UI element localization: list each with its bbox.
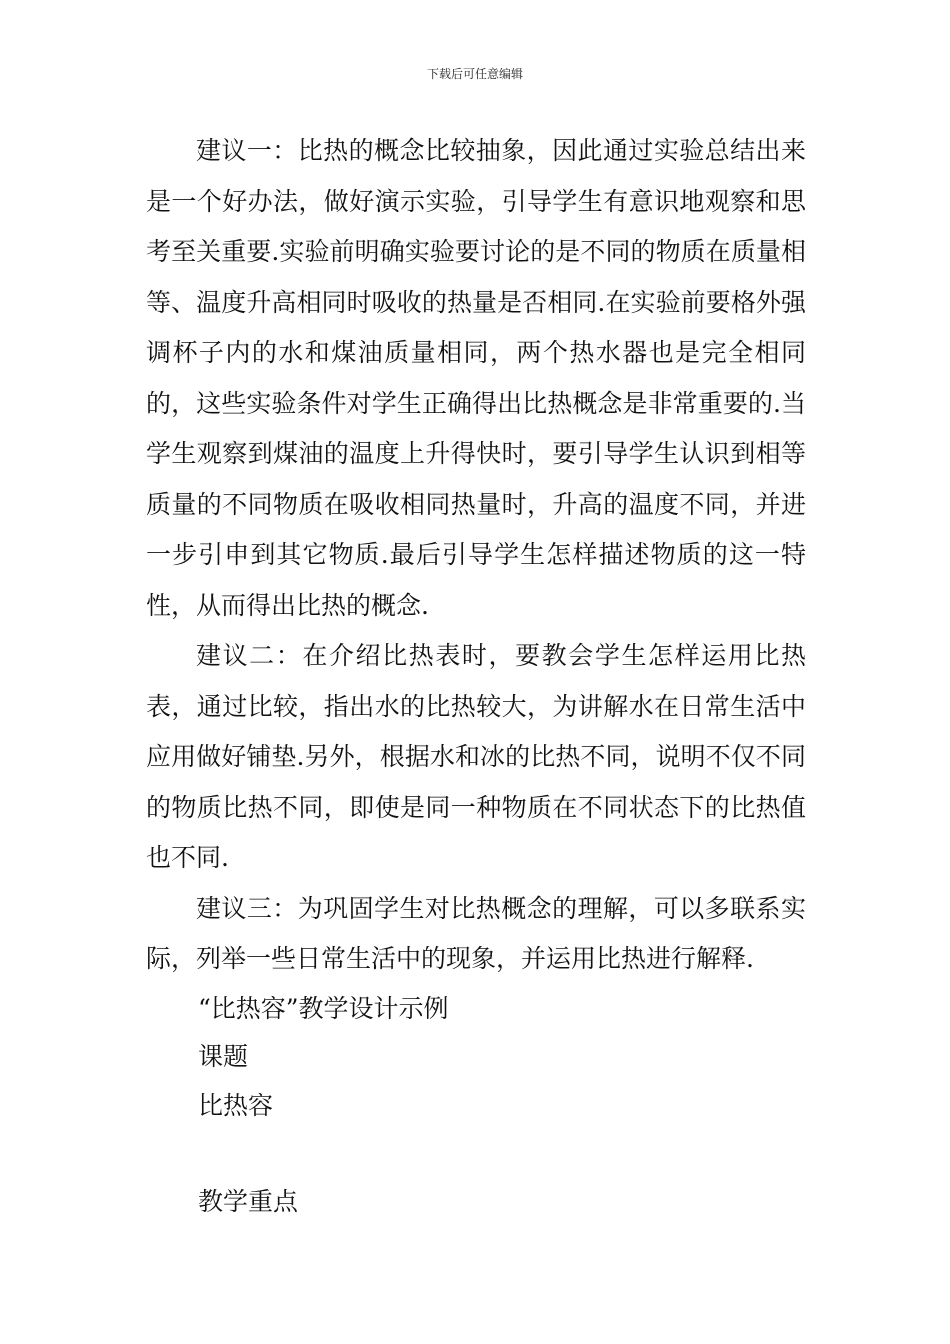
suggestion-two-paragraph: 建议二：在介绍比热表时，要教会学生怎样运用比热表，通过比较，指出水的比热较大，为讲解水在日常生活中应用做好铺垫.另外，根据水和冰的比热不同，说明不仅不同的物质比热不同，即使是同一种物质在不同状态下的比热值也不同. bbox=[146, 641, 806, 872]
design-example-title: “比热容”教学设计示例 bbox=[198, 993, 449, 1023]
suggestion-three-paragraph: 建议三：为巩固学生对比热概念的理解，可以多联系实际，列举一些日常生活中的现象，并运用比热进行解释. bbox=[146, 893, 806, 973]
topic-value: 比热容 bbox=[198, 1090, 274, 1120]
suggestion-one-paragraph: 建议一：比热的概念比较抽象，因此通过实验总结出来是一个好办法，做好演示实验，引导学生有意识地观察和思考至关重要.实验前明确实验要讨论的是不同的物质在质量相等、温度升高相同时吸收的热量是否相同.在实验前要格外强调杯子内的水和煤油质量相同，两个热水器也是完全相同的，这些实验条件对学生正确得出比热概念是非常重要的.当学生观察到煤油的温度上升得快时，要引导学生认识到相等质量的不同物质在吸收相同热量时，升高的温度不同，并进一步引申到其它物质.最后引导学生怎样描述物质的这一特性，从而得出比热的概念. bbox=[146, 136, 806, 620]
teaching-focus-label: 教学重点 bbox=[198, 1187, 299, 1216]
blank-line bbox=[146, 1130, 806, 1178]
topic-label: 课题 bbox=[198, 1042, 249, 1071]
document-body bbox=[146, 126, 806, 1227]
page-header: 下载后可任意编辑 bbox=[426, 67, 523, 81]
